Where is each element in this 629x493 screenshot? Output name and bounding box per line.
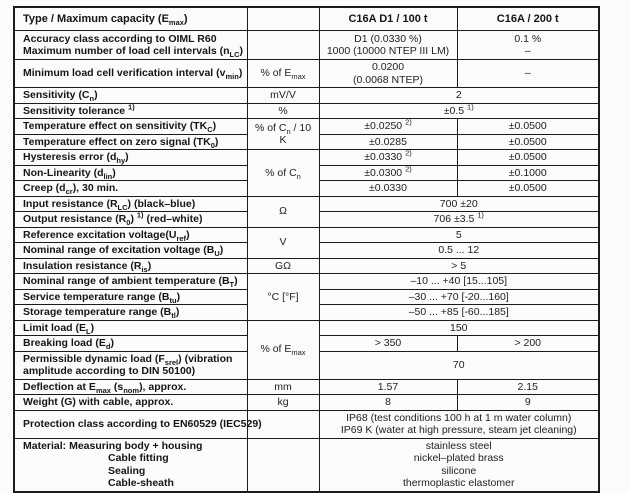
reference-excitation-voltage-unit: V <box>247 227 319 258</box>
material-row <box>14 438 599 492</box>
header-col-c16a-d1-100t: C16A D1 / 100 t <box>319 7 457 31</box>
ambient-temperature-range-unit: °C [°F] <box>247 274 319 321</box>
reference-excitation-voltage-label: Reference excitation $voltage(U_{ref})$ <box>14 227 247 243</box>
limit-load-unit: % of $E_{max}$ <box>247 320 319 379</box>
accuracy-class-value-2: 0.1 % – <box>457 31 599 60</box>
table-header-row <box>14 7 599 31</box>
header-type-capacity: Type / Maximum capacity $(E_{max})$ <box>14 7 247 31</box>
hysteresis-error-label: Hysteresis error $(d_{hy})$ <box>14 150 247 166</box>
spec-table-body <box>14 31 599 492</box>
limit-load-value-1: 150 <box>319 320 599 336</box>
header-unit-spacer <box>247 7 319 31</box>
material-label: Material: Measuring body + housing Cable fitting Sealing Cable-sheath <box>14 438 247 492</box>
insulation-resistance-label: Insulation resistance $(R_{is})$ <box>14 258 247 274</box>
hysteresis-error-value-1: ±0.0330 $^{2)}$ <box>319 150 457 166</box>
accuracy-class-row <box>14 31 599 60</box>
header-col-c16a-200t: C16A / 200 t <box>457 7 599 31</box>
ambient-temperature-range-value-1: –10 ... +40 [15...105] <box>319 274 599 290</box>
deflection-value-2: 2.15 <box>457 379 599 395</box>
creep-value-2: ±0.0500 <box>457 181 599 197</box>
material-unit <box>247 438 319 492</box>
weight-label: Weight (G) with cable, approx. <box>14 395 247 411</box>
min-verification-interval-value-1: 0.0200 (0.0068 NTEP) <box>319 60 457 88</box>
sensitivity-tolerance-unit: % <box>247 103 319 119</box>
deflection-value-1: 1.57 <box>319 379 457 395</box>
temp-effect-sensitivity-unit: % of $C_n / 10$ K <box>247 119 319 150</box>
input-resistance-label: Input resistance $(R_{LC})$ (black–blue) <box>14 196 247 212</box>
sensitivity-tolerance-row <box>14 103 599 119</box>
hysteresis-error-row <box>14 150 599 166</box>
hysteresis-error-value-2: ±0.0500 <box>457 150 599 166</box>
deflection-label: Deflection at $E_{max}$ $(s_{nom})$, approx. <box>14 379 247 395</box>
breaking-load-label: Breaking load $(E_d)$ <box>14 336 247 352</box>
temp-effect-zero-value-2: ±0.0500 <box>457 134 599 150</box>
load-cell-spec-table <box>13 6 600 493</box>
min-verification-interval-label: Minimum load cell verification interval $(v_{min})$ <box>14 60 247 88</box>
reference-excitation-voltage-row <box>14 227 599 243</box>
weight-row <box>14 395 599 411</box>
non-linearity-value-2: ±0.1000 <box>457 165 599 181</box>
excitation-voltage-range-label: Nominal range of excitation voltage $(B_U)$ <box>14 243 247 259</box>
non-linearity-label: Non-Linearity $(d_{lin})$ <box>14 165 247 181</box>
permissible-dynamic-load-label: Permissible dynamic load $(F_{srel})$ (vibration amplitude according to DIN 50100) <box>14 351 247 379</box>
protection-class-row <box>14 410 599 438</box>
output-resistance-value-1: 706 ±3.5 $^{1)}$ <box>319 212 599 228</box>
storage-temperature-range-value-1: –50 ... +85 [-60...185] <box>319 305 599 321</box>
sensitivity-value-1: 2 <box>319 88 599 104</box>
excitation-voltage-range-value-1: 0.5 ... 12 <box>319 243 599 259</box>
weight-unit: kg <box>247 395 319 411</box>
weight-value-2: 9 <box>457 395 599 411</box>
insulation-resistance-value-1: > 5 <box>319 258 599 274</box>
temp-effect-zero-value-1: ±0.0285 <box>319 134 457 150</box>
hysteresis-error-unit: % of $C_n$ <box>247 150 319 197</box>
input-resistance-unit: Ω <box>247 196 319 227</box>
accuracy-class-label: Accuracy class according to OIML R60 Maximum number of load cell intervals $(n_{LC})$ <box>14 31 247 60</box>
deflection-unit: mm <box>247 379 319 395</box>
ambient-temperature-range-row <box>14 274 599 290</box>
sensitivity-row <box>14 88 599 104</box>
sensitivity-unit: mV/V <box>247 88 319 104</box>
insulation-resistance-row <box>14 258 599 274</box>
limit-load-label: Limit load $(E_L)$ <box>14 320 247 336</box>
min-verification-interval-value-2: – <box>457 60 599 88</box>
reference-excitation-voltage-value-1: 5 <box>319 227 599 243</box>
permissible-dynamic-load-value-1: 70 <box>319 351 599 379</box>
input-resistance-row <box>14 196 599 212</box>
accuracy-class-unit <box>247 31 319 60</box>
service-temperature-range-value-1: –30 ... +70 [-20...160] <box>319 289 599 305</box>
storage-temperature-range-label: Storage temperature range $(B_{tl})$ <box>14 305 247 321</box>
temp-effect-sensitivity-label: Temperature effect on sensitivity $(TK_C)$ <box>14 119 247 135</box>
non-linearity-value-1: ±0.0300 $^{2)}$ <box>319 165 457 181</box>
limit-load-row <box>14 320 599 336</box>
weight-value-1: 8 <box>319 395 457 411</box>
deflection-row <box>14 379 599 395</box>
min-verification-interval-row <box>14 60 599 88</box>
temp-effect-zero-label: Temperature effect on zero signal $(TK_0)$ <box>14 134 247 150</box>
sensitivity-tolerance-value-1: ±0.5 $^{1)}$ <box>319 103 599 119</box>
temp-effect-sensitivity-row <box>14 119 599 135</box>
temp-effect-sensitivity-value-2: ±0.0500 <box>457 119 599 135</box>
sensitivity-label: Sensitivity $(C_n)$ <box>14 88 247 104</box>
protection-class-label: Protection class according to EN60529 (IEC529) <box>14 410 247 438</box>
accuracy-class-value-1: D1 (0.0330 %) 1000 (10000 NTEP III LM) <box>319 31 457 60</box>
sensitivity-tolerance-label: Sensitivity tolerance $^{1)}$ <box>14 103 247 119</box>
creep-value-1: ±0.0330 <box>319 181 457 197</box>
input-resistance-value-1: 700 ±20 <box>319 196 599 212</box>
creep-label: Creep $(d_{cr})$, 30 min. <box>14 181 247 197</box>
ambient-temperature-range-label: Nominal range of ambient temperature $(B_T)$ <box>14 274 247 290</box>
insulation-resistance-unit: GΩ <box>247 258 319 274</box>
protection-class-value-1: IP68 (test conditions 100 h at 1 m water column) IP69 K (water at high pressure, steam jet cleaning) <box>319 410 599 438</box>
material-value-1: stainless steel nickel–plated brass silicone thermoplastic elastomer <box>319 438 599 492</box>
output-resistance-label: Output resistance $(R_0)$ $^{1)}$ (red–white) <box>14 212 247 228</box>
breaking-load-value-2: > 200 <box>457 336 599 352</box>
temp-effect-sensitivity-value-1: ±0.0250 $^{2)}$ <box>319 119 457 135</box>
breaking-load-value-1: > 350 <box>319 336 457 352</box>
service-temperature-range-label: Service temperature range $(B_{tu})$ <box>14 289 247 305</box>
min-verification-interval-unit: % of $E_{max}$ <box>247 60 319 88</box>
